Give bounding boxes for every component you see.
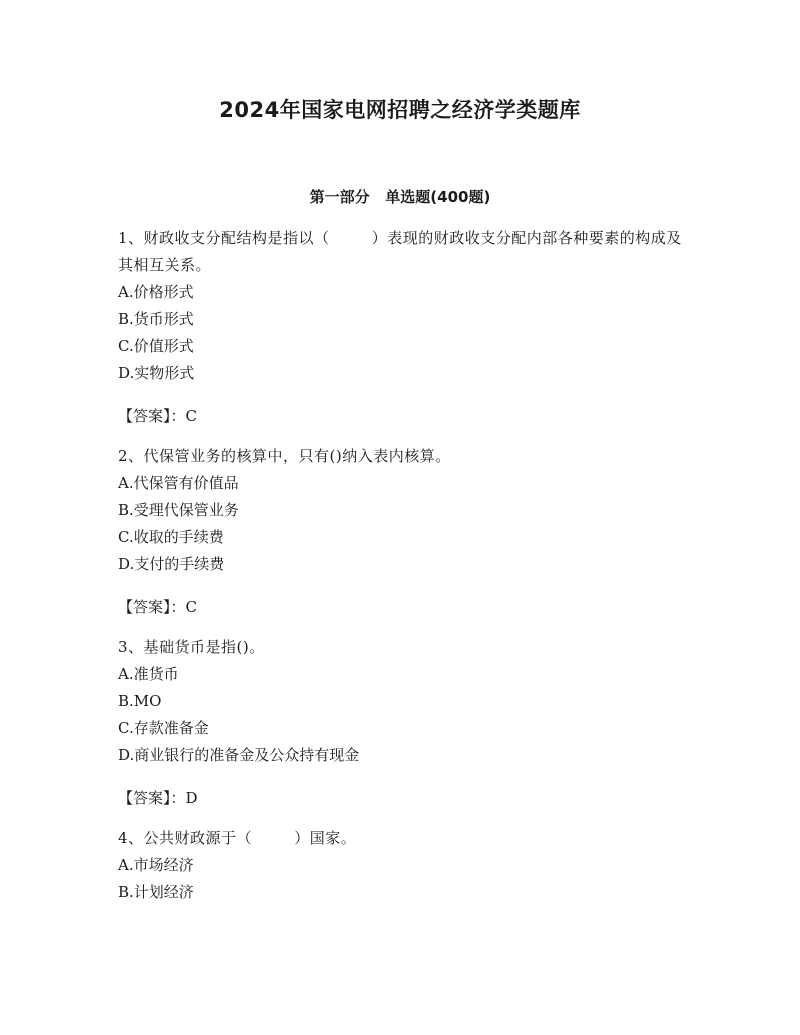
section-heading: 第一部分 单选题(400题) bbox=[309, 188, 491, 206]
option-b: B.计划经济 bbox=[118, 883, 194, 901]
question-item bbox=[118, 225, 688, 430]
page-title: 2024年国家电网招聘之经济学类题库 bbox=[219, 98, 581, 122]
option-c: C.价值形式 bbox=[118, 337, 194, 355]
question-stem: 4、公共财政源于（ ）国家。 bbox=[118, 829, 357, 847]
answer-line: 【答案】：C bbox=[118, 407, 197, 425]
option-b: B.受理代保管业务 bbox=[118, 501, 239, 519]
question-stem: 2、代保管业务的核算中，只有()纳入表内核算。 bbox=[118, 447, 451, 465]
option-c: C.收取的手续费 bbox=[118, 528, 224, 546]
question-item bbox=[118, 634, 688, 812]
answer-line: 【答案】：C bbox=[118, 598, 197, 616]
option-b: B.MO bbox=[118, 692, 162, 710]
option-d: D.支付的手续费 bbox=[118, 555, 225, 573]
answer-line: 【答案】：D bbox=[118, 789, 198, 807]
option-a: A.准货币 bbox=[118, 665, 179, 683]
option-a: A.代保管有价值品 bbox=[118, 474, 239, 492]
option-d: D.实物形式 bbox=[118, 364, 195, 382]
option-a: A.市场经济 bbox=[118, 856, 194, 874]
option-d: D.商业银行的准备金及公众持有现金 bbox=[118, 746, 360, 764]
question-item bbox=[118, 443, 688, 621]
option-b: B.货币形式 bbox=[118, 310, 194, 328]
question-list bbox=[118, 225, 688, 906]
question-stem: 1、财政收支分配结构是指以（ ）表现的财政收支分配内部各种要素的构成及其相互关系。 bbox=[118, 229, 682, 274]
question-stem: 3、基础货币是指()。 bbox=[118, 638, 265, 656]
option-a: A.价格形式 bbox=[118, 283, 194, 301]
option-c: C.存款准备金 bbox=[118, 719, 209, 737]
question-item bbox=[118, 825, 688, 906]
